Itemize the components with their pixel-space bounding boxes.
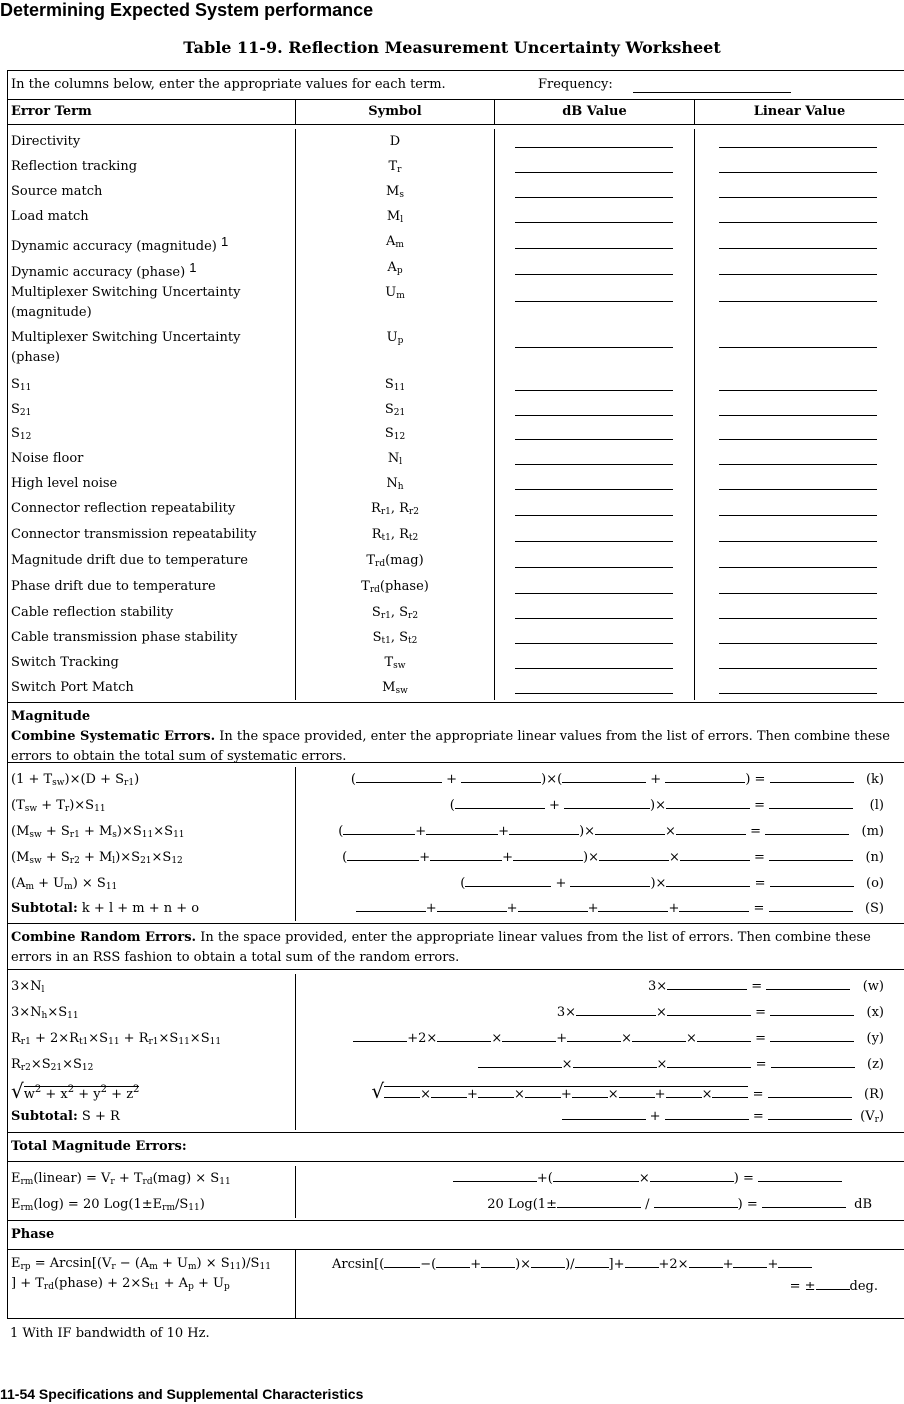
term-symbol: $M_s$ (296, 179, 495, 204)
blank[interactable] (679, 899, 749, 912)
term-name: Magnitude drift due to temperature (8, 548, 296, 574)
blank[interactable] (437, 899, 507, 912)
blank[interactable] (481, 1255, 515, 1268)
term-symbol: $R_{t1}$, $R_{t2}$ (296, 522, 495, 548)
term-name: $S_{11}$ (8, 372, 296, 397)
term-row (8, 129, 904, 154)
column-header-row (8, 100, 904, 125)
phase-title: Phase (11, 1227, 55, 1242)
blank[interactable] (712, 1085, 748, 1098)
db-value-field[interactable] (515, 489, 673, 490)
term-row (8, 397, 904, 422)
term-row (8, 255, 904, 281)
blank[interactable] (576, 1003, 656, 1016)
blank[interactable] (769, 848, 853, 861)
random-title: Combine Random Errors. (11, 930, 197, 945)
linear-value-field[interactable] (719, 464, 877, 465)
term-symbol: $S_{t1}$, $S_{t2}$ (296, 625, 495, 650)
term-name: Multiplexer Switching Uncertainty (phase) (8, 326, 296, 372)
term-symbol: $T_r$ (296, 154, 495, 179)
db-value-field[interactable] (515, 593, 673, 594)
term-symbol: $A_m$ (296, 229, 495, 255)
term-row (8, 548, 904, 574)
magnitude-heading (8, 703, 904, 763)
db-value-field[interactable] (515, 390, 673, 391)
term-symbol: $S_{21}$ (296, 397, 495, 422)
term-name: Cable reflection stability (8, 600, 296, 625)
systematic-rows (8, 763, 904, 924)
term-name: Dynamic accuracy (phase) 1 (8, 255, 296, 281)
worksheet-table (7, 70, 904, 1319)
linear-value-field[interactable] (719, 274, 877, 275)
term-symbol: $U_m$ (296, 281, 495, 326)
blank[interactable] (771, 1055, 855, 1068)
formula-row-x: $3\times N_h\times S_{11}$ 3× × = (x) (8, 1000, 904, 1026)
blank[interactable] (426, 822, 498, 835)
linear-value-field[interactable] (719, 248, 877, 249)
blank[interactable] (478, 1085, 514, 1098)
phase-heading (8, 1221, 904, 1250)
db-value-field[interactable] (515, 618, 673, 619)
square-root-icon: √ (371, 1079, 385, 1103)
term-row (8, 281, 904, 326)
term-symbol: $T_{rd}(mag)$ (296, 548, 495, 574)
db-value-field[interactable] (515, 222, 673, 223)
systematic-instructions: In the space provided, enter the appropriate linear values from the list of errors. Then combine these errors to obtain the total sum of systematic errors. (11, 729, 890, 764)
db-value-field[interactable] (515, 439, 673, 440)
linear-value-field[interactable] (719, 489, 877, 490)
term-name: $S_{21}$ (8, 397, 296, 422)
term-row (8, 422, 904, 446)
blank[interactable] (509, 822, 579, 835)
blank[interactable] (689, 1255, 723, 1268)
term-symbol: $S_{11}$ (296, 372, 495, 397)
term-row (8, 179, 904, 204)
formula-row-m: $(M_{sw} + S_{r1} + M_s)\times S_{11}\times S_{11}$ ( + + )× × = (m) (8, 819, 904, 845)
column-header-linear: Linear Value (753, 104, 846, 119)
phase-row (8, 1250, 904, 1319)
term-symbol: $M_l$ (296, 204, 495, 229)
formula-row-subtotal-s: Subtotal: k + l + m + n + o + + + + = (S) (8, 897, 904, 921)
blank[interactable] (768, 1107, 852, 1120)
blank[interactable] (461, 770, 541, 783)
formula-row-w: $3\times N_l$ 3× = (w) (8, 974, 904, 1000)
blank[interactable] (465, 874, 551, 887)
db-value-field[interactable] (515, 668, 673, 669)
column-header-db: dB Value (495, 100, 695, 124)
linear-value-field[interactable] (719, 567, 877, 568)
term-row (8, 471, 904, 496)
linear-value-field[interactable] (719, 515, 877, 516)
linear-value-field[interactable] (719, 593, 877, 594)
blank[interactable] (595, 822, 665, 835)
blank[interactable] (572, 1085, 608, 1098)
db-value-field[interactable] (515, 515, 673, 516)
blank[interactable] (676, 822, 746, 835)
term-name: Dynamic accuracy (magnitude) 1 (8, 229, 296, 255)
blank[interactable] (567, 1029, 621, 1042)
term-symbol: $T_{sw}$ (296, 650, 495, 675)
blank[interactable] (697, 1029, 751, 1042)
term-symbol: $S_{r1}$, $S_{r2}$ (296, 600, 495, 625)
term-name: Noise floor (8, 446, 296, 471)
blank[interactable] (770, 770, 854, 783)
blank[interactable] (570, 874, 650, 887)
blank[interactable] (769, 796, 853, 809)
linear-value-field[interactable] (719, 415, 877, 416)
db-value-field[interactable] (515, 415, 673, 416)
blank[interactable] (733, 1255, 767, 1268)
error-terms (8, 125, 904, 703)
table-title: Table 11-9. Reflection Measurement Uncertainty Worksheet (183, 38, 721, 57)
db-value-field[interactable] (515, 693, 673, 694)
term-row (8, 154, 904, 179)
term-name: Switch Tracking (8, 650, 296, 675)
db-unit: dB (854, 1197, 872, 1212)
blank[interactable] (766, 977, 850, 990)
linear-value-field[interactable] (719, 222, 877, 223)
db-value-field[interactable] (515, 301, 673, 302)
term-row (8, 522, 904, 548)
term-name: Connector transmission repeatability (8, 522, 296, 548)
linear-value-field[interactable] (719, 668, 877, 669)
formula-row-r: $√w^2 + x^2 + y^2 + z^2$ √ × + × + × + × = (R) (8, 1078, 904, 1104)
blank[interactable] (553, 1169, 639, 1182)
frequency-label: Frequency: (538, 77, 613, 92)
phase-formula: $E_{rp} = Arcsin[(V_r - (A_m + U_m) \times S_{11})/S_{11}$ ] + $T_{rd}(phase) + 2\times S_{t1} + A_p + U_p$ (8, 1250, 296, 1318)
square-root-icon: √ (11, 1079, 24, 1103)
total-log-row: $E_{rm}(\log) = 20$ $Log(1\pm E_{rm}/S_{11})$ 20 Log(1± / ) = dB (8, 1192, 904, 1218)
blank[interactable] (816, 1277, 850, 1290)
term-name: Directivity (8, 129, 296, 154)
magnitude-title: Magnitude (11, 709, 91, 724)
term-symbol: $M_{sw}$ (296, 675, 495, 700)
blank[interactable] (666, 874, 750, 887)
linear-value-field[interactable] (719, 197, 877, 198)
linear-value-field[interactable] (719, 643, 877, 644)
blank[interactable] (598, 899, 668, 912)
page-header: Determining Expected System performance (0, 0, 374, 20)
term-name: Switch Port Match (8, 675, 296, 700)
blank[interactable] (564, 796, 650, 809)
blank[interactable] (453, 1169, 537, 1182)
blank[interactable] (525, 1085, 561, 1098)
blank[interactable] (666, 1085, 702, 1098)
blank[interactable] (758, 1169, 842, 1182)
term-row (8, 574, 904, 600)
linear-value-field[interactable] (719, 172, 877, 173)
blank[interactable] (513, 848, 583, 861)
blank[interactable] (356, 899, 426, 912)
term-name: Source match (8, 179, 296, 204)
column-header-term: Error Term (8, 100, 296, 124)
term-row (8, 625, 904, 650)
deg-unit: deg. (849, 1279, 878, 1294)
blank[interactable] (770, 1029, 854, 1042)
term-row (8, 229, 904, 255)
blank[interactable] (573, 1055, 657, 1068)
db-value-field[interactable] (515, 541, 673, 542)
linear-value-field[interactable] (719, 618, 877, 619)
linear-value-field[interactable] (719, 301, 877, 302)
random-rows (8, 970, 904, 1133)
log-expression: 20 Log(1± (487, 1197, 557, 1212)
linear-value-field[interactable] (719, 390, 877, 391)
blank[interactable] (765, 822, 849, 835)
blank[interactable] (667, 977, 747, 990)
blank[interactable] (557, 1195, 641, 1208)
term-symbol: $U_p$ (296, 326, 495, 372)
blank[interactable] (654, 1195, 738, 1208)
blank[interactable] (599, 848, 669, 861)
blank[interactable] (665, 770, 745, 783)
db-value-field[interactable] (515, 347, 673, 348)
phase-entry: Arcsin[( −( + )× )/ ]+ +2× + + = ± deg. (332, 1257, 878, 1294)
db-value-field[interactable] (515, 197, 673, 198)
total-rows (8, 1162, 904, 1221)
term-symbol: $N_h$ (296, 471, 495, 496)
blank[interactable] (353, 1029, 407, 1042)
blank[interactable] (562, 1107, 646, 1120)
db-value-field[interactable] (515, 464, 673, 465)
blank[interactable] (666, 796, 750, 809)
term-name: Load match (8, 204, 296, 229)
blank[interactable] (384, 1085, 420, 1098)
formula-row-k: $(1 + T_{sw})\times(D + S_{r1})$ ( + )×( + ) = (k) (8, 767, 904, 793)
blank[interactable] (430, 848, 502, 861)
blank[interactable] (625, 1255, 659, 1268)
linear-value-field[interactable] (719, 693, 877, 694)
formula-row-n: $(M_{sw} + S_{r2} + M_l)\times S_{21}\times S_{12}$ ( + + )× × = (n) (8, 845, 904, 871)
blank[interactable] (770, 1003, 854, 1016)
blank[interactable] (356, 770, 442, 783)
formula-row-l: $(T_{sw} + T_r)\times S_{11}$ ( + )× = (l) (8, 793, 904, 819)
blank[interactable] (665, 1107, 749, 1120)
db-value-field[interactable] (515, 567, 673, 568)
formula-row-subtotal-v: Subtotal: S + R + = $(V_r)$ (8, 1104, 904, 1130)
term-name: Multiplexer Switching Uncertainty (magnitude) (8, 281, 296, 326)
blank[interactable] (632, 1029, 686, 1042)
blank[interactable] (478, 1055, 562, 1068)
blank[interactable] (770, 874, 854, 887)
formula-row-z: $R_{r2}\times S_{21}\times S_{12}$ × × = (z) (8, 1052, 904, 1078)
term-symbol: $T_{rd}(phase)$ (296, 574, 495, 600)
linear-value-field[interactable] (719, 439, 877, 440)
term-symbol: $R_{r1}$, $R_{r2}$ (296, 496, 495, 522)
term-symbol: $S_{12}$ (296, 422, 495, 446)
random-heading (8, 924, 904, 970)
linear-value-field[interactable] (719, 541, 877, 542)
term-row (8, 446, 904, 471)
term-row (8, 204, 904, 229)
total-linear-row: $E_{rm}(linear) = V_r + T_{rd}(mag) \times S_{11}$ +( × ) = (8, 1166, 904, 1192)
blank[interactable] (455, 796, 545, 809)
term-name: Phase drift due to temperature (8, 574, 296, 600)
db-value-field[interactable] (515, 643, 673, 644)
blank[interactable] (680, 848, 750, 861)
blank[interactable] (619, 1085, 655, 1098)
blank[interactable] (768, 1085, 852, 1098)
term-symbol: $N_l$ (296, 446, 495, 471)
blank[interactable] (437, 1029, 491, 1042)
blank[interactable] (650, 1169, 734, 1182)
blank[interactable] (518, 899, 588, 912)
blank[interactable] (667, 1003, 751, 1016)
blank[interactable] (562, 770, 646, 783)
intro-text: In the columns below, enter the appropriate values for each term. (11, 77, 446, 92)
blank[interactable] (778, 1255, 812, 1268)
term-name: Cable transmission phase stability (8, 625, 296, 650)
column-header-symbol: Symbol (296, 100, 495, 124)
phase-expression: Arcsin[( (332, 1257, 385, 1272)
blank[interactable] (384, 1255, 420, 1268)
term-row (8, 496, 904, 522)
random-instructions: In the space provided, enter the appropriate linear values from the list of errors. Then combine these errors in an RSS fashion to obtain a total sum of the random errors. (11, 930, 871, 965)
page-footer: 11-54 Specifications and Supplemental Characteristics (0, 1386, 364, 1402)
term-name: Reflection tracking (8, 154, 296, 179)
systematic-title: Combine Systematic Errors. (11, 729, 216, 744)
term-row (8, 372, 904, 397)
term-symbol: D (296, 129, 495, 154)
total-title: Total Magnitude Errors: (11, 1139, 187, 1154)
db-value-field[interactable] (515, 274, 673, 275)
blank[interactable] (347, 848, 419, 861)
linear-value-field[interactable] (719, 147, 877, 148)
blank[interactable] (531, 1255, 565, 1268)
blank[interactable] (762, 1195, 846, 1208)
term-name: High level noise (8, 471, 296, 496)
blank[interactable] (575, 1255, 609, 1268)
linear-value-field[interactable] (719, 347, 877, 348)
formula-row-o: $(A_m + U_m) \times S_{11}$ ( + )× = (o) (8, 871, 904, 897)
term-row (8, 650, 904, 675)
blank[interactable] (343, 822, 415, 835)
total-heading (8, 1133, 904, 1162)
footnote: 1 With IF bandwidth of 10 Hz. (10, 1326, 210, 1341)
blank[interactable] (431, 1085, 467, 1098)
term-symbol: $A_p$ (296, 255, 495, 281)
intro-row (8, 71, 904, 100)
blank[interactable] (667, 1055, 751, 1068)
db-value-field[interactable] (515, 147, 673, 148)
db-value-field[interactable] (515, 248, 673, 249)
term-row (8, 326, 904, 372)
blank[interactable] (436, 1255, 470, 1268)
blank[interactable] (769, 899, 853, 912)
formula-row-y: $R_{r1} + 2\times R_{t1}\times S_{11} + R_{r1}\times S_{11}\times S_{11}$ +2× × + × × = (y) (8, 1026, 904, 1052)
term-row (8, 675, 904, 700)
blank[interactable] (502, 1029, 556, 1042)
term-name: $S_{12}$ (8, 422, 296, 446)
term-row (8, 600, 904, 625)
term-name: Connector reflection repeatability (8, 496, 296, 522)
db-value-field[interactable] (515, 172, 673, 173)
frequency-field[interactable] (633, 92, 791, 93)
